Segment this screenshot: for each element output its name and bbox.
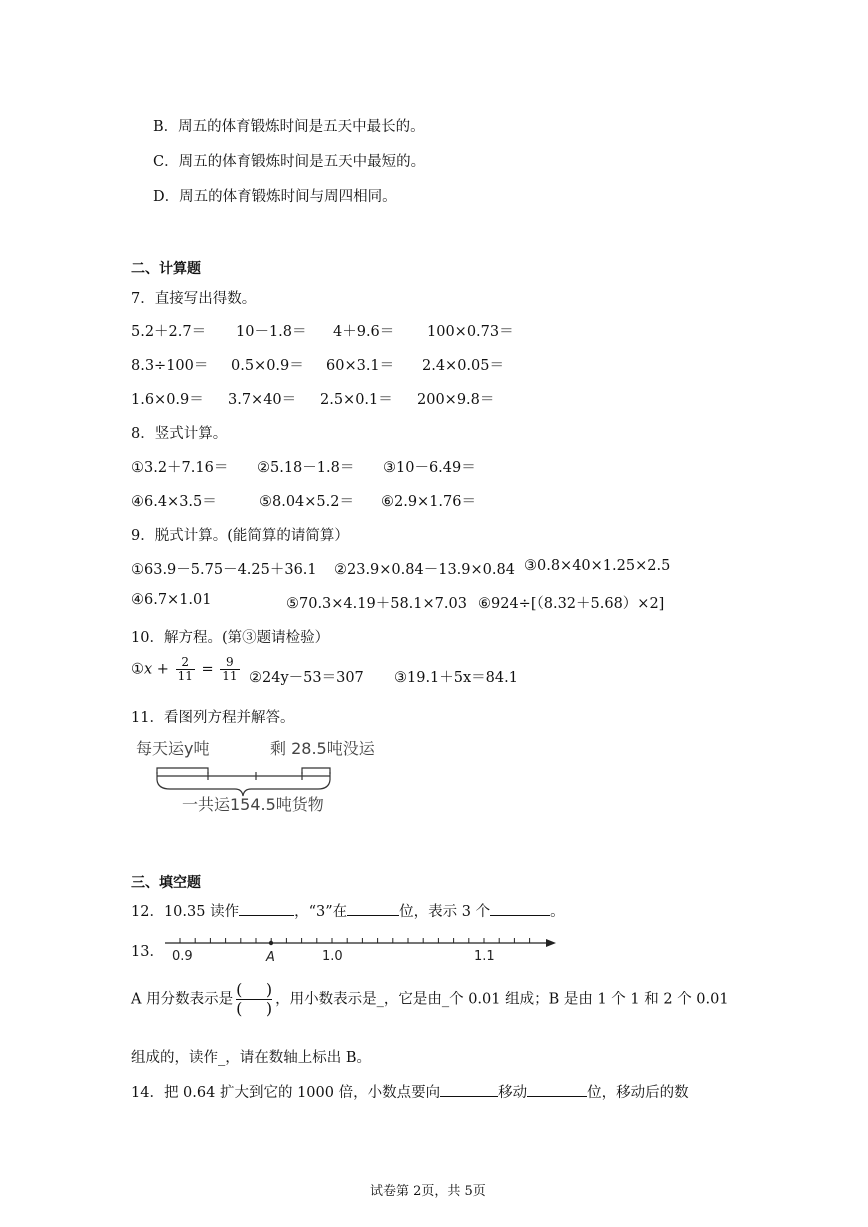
q13-text: ，用小数表示是_，它是由_个 0.01 组成；B 是由 1 个 1 和 2 个 0.01 — [275, 991, 729, 1008]
q12-text: 12．10.35 读作 — [131, 904, 240, 920]
q12-text: ，“3”在 — [294, 904, 348, 920]
q10-eq1-equals: = — [201, 661, 214, 678]
tick-label-09: 0.9 — [172, 949, 193, 964]
q7-item: 5.2＋2.7＝ — [131, 324, 207, 340]
q7-item: 3.7×40＝ — [228, 392, 297, 408]
q9-item: ③0.8×40×1.25×2.5 — [524, 558, 671, 574]
q7-item: 1.6×0.9＝ — [131, 392, 204, 408]
brace-total — [157, 780, 330, 796]
q10-equation-3: ③19.1＋5x＝84.1 — [394, 670, 518, 686]
q13-line-1 — [131, 981, 729, 1018]
fraction-blank[interactable]: ( ) ( ) — [236, 980, 273, 1018]
q7-item: 60×3.1＝ — [326, 358, 395, 374]
number-line — [160, 930, 560, 966]
q10-equation-1 — [131, 656, 242, 683]
q11-diagram — [130, 734, 380, 816]
option-d: D．周五的体育锻炼时间与周四相同。 — [153, 189, 397, 205]
q14-text: 14．把 0.64 扩大到它的 1000 倍，小数点要向 — [131, 1085, 441, 1101]
option-b: B．周五的体育锻炼时间是五天中最长的。 — [153, 119, 425, 135]
answer-blank[interactable] — [440, 1084, 498, 1097]
q7-item: 2.4×0.05＝ — [422, 358, 504, 374]
q8-item: ①3.2＋7.16＝ — [131, 460, 229, 476]
q8-item: ④6.4×3.5＝ — [131, 494, 217, 510]
q10-eq1-plus: + — [156, 661, 169, 678]
question-9-title: 9．脱式计算。(能简算的请简算） — [131, 528, 349, 544]
q12-text: 。 — [550, 904, 565, 920]
q8-item: ⑥2.9×1.76＝ — [381, 494, 476, 510]
section-heading-fill: 三、填空题 — [131, 875, 201, 891]
q10-eq1-prefix: ① — [131, 661, 144, 678]
label-total: 一共运154.5吨货物 — [182, 795, 324, 814]
fraction: $\frac{9}{11}$ — [222, 655, 238, 683]
q7-item: 8.3÷100＝ — [131, 358, 209, 374]
brace-daily — [157, 768, 208, 774]
point-a-label: A — [266, 950, 275, 965]
option-c: C．周五的体育锻炼时间是五天中最短的。 — [153, 154, 426, 170]
answer-blank[interactable] — [239, 903, 294, 916]
question-12 — [131, 900, 565, 921]
q13-number: 13． — [131, 944, 164, 960]
q9-item: ②23.9×0.84－13.9×0.84 — [334, 562, 515, 578]
answer-blank[interactable] — [490, 903, 550, 916]
q9-item: ⑤70.3×4.19＋58.1×7.03 — [286, 596, 467, 612]
q8-item: ③10－6.49＝ — [383, 460, 476, 476]
q7-item: 10－1.8＝ — [236, 324, 307, 340]
tick-label-10: 1.0 — [322, 949, 343, 964]
q7-item: 0.5×0.9＝ — [231, 358, 304, 374]
q14-text: 移动 — [498, 1085, 528, 1101]
arrow-head — [546, 939, 556, 947]
q8-item: ⑤8.04×5.2＝ — [259, 494, 354, 510]
question-14 — [131, 1081, 689, 1102]
q8-item: ②5.18－1.8＝ — [257, 460, 355, 476]
q14-text: 位，移动后的数 — [587, 1085, 689, 1101]
answer-blank[interactable] — [347, 903, 399, 916]
section-heading-calc: 二、计算题 — [131, 261, 201, 277]
fraction: $\frac{2}{11}$ — [177, 655, 193, 683]
q7-item: 200×9.8＝ — [417, 392, 495, 408]
tick-label-11: 1.1 — [474, 949, 495, 964]
question-11-title: 11．看图列方程并解答。 — [131, 710, 295, 726]
brace-remain — [302, 768, 330, 774]
label-daily: 每天运y吨 — [136, 739, 210, 758]
q13-line-2: 组成的，读作_，请在数轴上标出 B。 — [131, 1050, 372, 1066]
q7-item: 2.5×0.1＝ — [320, 392, 393, 408]
page-footer: 试卷第 2页，共 5页 — [370, 1184, 486, 1199]
question-10-title: 10．解方程。(第③题请检验） — [131, 630, 330, 646]
q9-item: ④6.7×1.01 — [131, 592, 212, 608]
q9-item: ①63.9－5.75－4.25＋36.1 — [131, 562, 317, 578]
question-7-title: 7．直接写出得数。 — [131, 291, 257, 307]
q9-item: ⑥924÷[（8.32＋5.68）×2] — [478, 596, 665, 612]
point-a — [269, 941, 273, 945]
q10-equation-2: ②24y－53＝307 — [249, 670, 364, 686]
q12-text: 位，表示 3 个 — [399, 904, 491, 920]
label-remain: 剩 28.5吨没运 — [270, 739, 375, 758]
q13-text: A 用分数表示是 — [131, 991, 234, 1008]
q7-item: 100×0.73＝ — [427, 324, 514, 340]
q10-eq1-var: x — [144, 661, 153, 678]
answer-blank[interactable] — [527, 1084, 587, 1097]
q7-item: 4＋9.6＝ — [333, 324, 395, 340]
question-8-title: 8．竖式计算。 — [131, 426, 228, 442]
